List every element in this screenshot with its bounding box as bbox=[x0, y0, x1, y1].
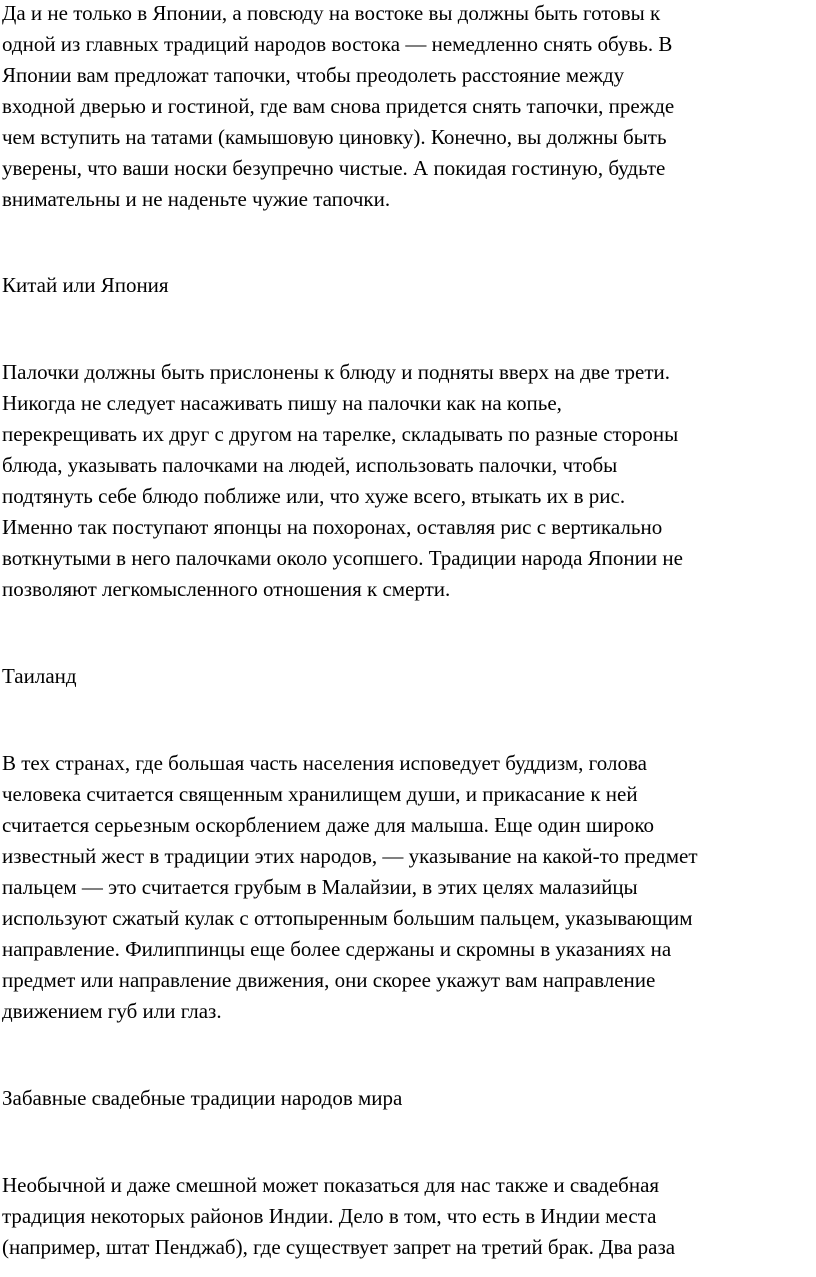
paragraph-1-line-1: Да и не только в Японии, а повсюду на востоке вы должны быть готовы к bbox=[2, 1, 661, 25]
paragraph-1-line-2: одной из главных традиций народов востока — немедленно снять обувь. В bbox=[2, 32, 673, 56]
paragraph-3-line-2: человека считается священным хранилищем души, и прикасание к ней bbox=[2, 782, 638, 806]
section-heading-china-japan: Китай или Япония bbox=[2, 273, 169, 297]
paragraph-1-line-5: чем вступить на татами (камышовую циновку). Конечно, вы должны быть bbox=[2, 125, 667, 149]
paragraph-2-line-8: позволяют легкомысленного отношения к смерти. bbox=[2, 577, 451, 601]
paragraph-4-line-2: традиция некоторых районов Индии. Дело в том, что есть в Индии места bbox=[2, 1204, 657, 1228]
paragraph-3-line-1: В тех странах, где большая часть населения исповедует буддизм, голова bbox=[2, 751, 647, 775]
paragraph-1-line-3: Японии вам предложат тапочки, чтобы преодолеть расстояние между bbox=[2, 63, 625, 87]
paragraph-3-line-7: направление. Филиппинцы еще более сдержаны и скромны в указаниях на bbox=[2, 937, 672, 961]
paragraph-2-line-7: воткнутыми в него палочками около усопшего. Традиции народа Японии не bbox=[2, 546, 683, 570]
paragraph-3-line-4: известный жест в традиции этих народов, — указывание на какой-то предмет bbox=[2, 844, 698, 868]
paragraph-2-line-1: Палочки должны быть прислонены к блюду и подняты вверх на две трети. bbox=[2, 360, 671, 384]
paragraph-3-line-5: пальцем — это считается грубым в Малайзии, в этих целях малазийцы bbox=[2, 875, 638, 899]
paragraph-3-line-9: движением губ или глаз. bbox=[2, 999, 222, 1023]
paragraph-4-line-3: (например, штат Пенджаб), где существует запрет на третий брак. Два раза bbox=[2, 1235, 676, 1259]
paragraph-2-line-4: блюда, указывать палочками на людей, использовать палочки, чтобы bbox=[2, 453, 618, 477]
paragraph-3-line-6: используют сжатый кулак с оттопыренным большим пальцем, указывающим bbox=[2, 906, 693, 930]
paragraph-1-line-7: внимательны и не наденьте чужие тапочки. bbox=[2, 187, 391, 211]
paragraph-3-line-8: предмет или направление движения, они скорее укажут вам направление bbox=[2, 968, 656, 992]
paragraph-3-line-3: считается серьезным оскорблением даже для малыша. Еще один широко bbox=[2, 813, 654, 837]
paragraph-4-line-1: Необычной и даже смешной может показаться для нас также и свадебная bbox=[2, 1173, 660, 1197]
paragraph-1-line-4: входной дверью и гостиной, где вам снова придется снять тапочки, прежде bbox=[2, 94, 675, 118]
paragraph-2-line-6: Именно так поступают японцы на похоронах, оставляя рис с вертикально bbox=[2, 515, 663, 539]
paragraph-2-line-5: подтянуть себе блюдо поближе или, что хуже всего, втыкать их в рис. bbox=[2, 484, 626, 508]
paragraph-2-line-3: перекрещивать их друг с другом на тарелке, складывать по разные стороны bbox=[2, 422, 679, 446]
section-heading-thailand: Таиланд bbox=[2, 664, 77, 688]
paragraph-2-line-2: Никогда не следует насаживать пишу на палочки как на копье, bbox=[2, 391, 562, 415]
section-heading-wedding-traditions: Забавные свадебные традиции народов мира bbox=[2, 1086, 403, 1110]
paragraph-1-line-6: уверены, что ваши носки безупречно чистые. А покидая гостиную, будьте bbox=[2, 156, 666, 180]
